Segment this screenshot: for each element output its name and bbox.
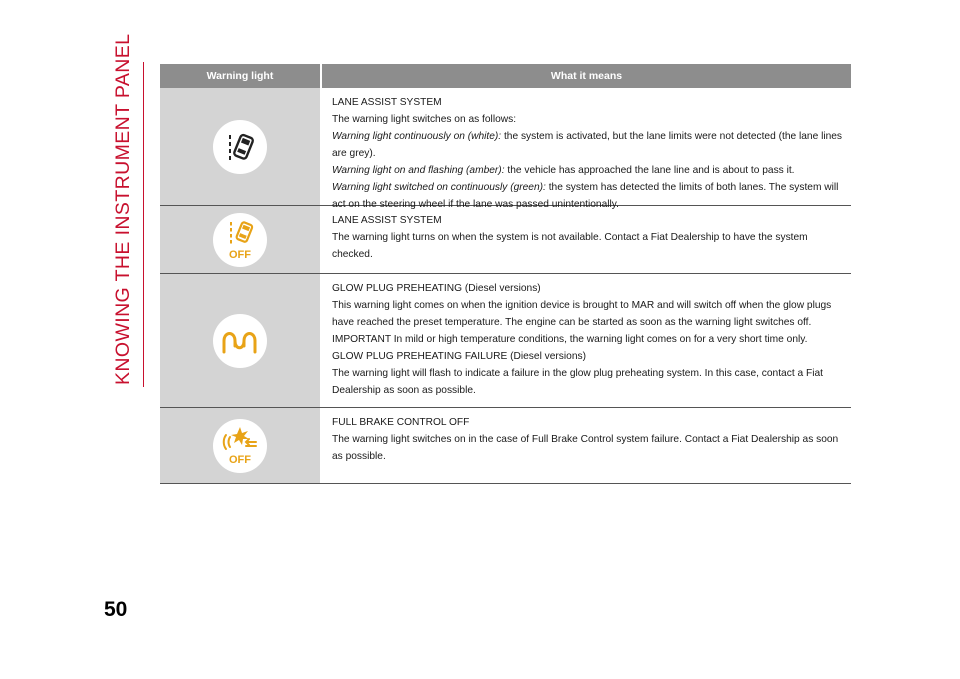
meaning-cell xyxy=(320,206,851,273)
icon-cell xyxy=(160,206,320,273)
off-label: OFF xyxy=(229,248,251,261)
off-label: OFF xyxy=(229,453,251,466)
text-line: The warning light switches on in the case of Full Brake Control system failure. Contact a Fiat Dealership as soon as possible. xyxy=(332,434,839,462)
section-title: KNOWING THE INSTRUMENT PANEL xyxy=(112,33,134,385)
meaning-cell xyxy=(320,274,851,407)
warning-light-table xyxy=(160,64,851,484)
italic-lead: Warning light continuously on (white): xyxy=(332,131,502,142)
icon-cell xyxy=(160,408,320,483)
table-header xyxy=(160,64,851,88)
text-rest: the system has detected the limits of both lanes. The system will act on the steering wheel if the lane was passed unintentionally. xyxy=(332,182,839,210)
row-title: LANE ASSIST SYSTEM xyxy=(332,97,442,108)
table-row xyxy=(160,408,851,484)
text-line: The warning light turns on when the system is not available. Contact a Fiat Dealership to have the system checked. xyxy=(332,232,808,260)
text-line: The warning light will flash to indicate a failure in the glow plug preheating system. In this case, contact a Fiat Dealership as soon as possible. xyxy=(332,368,823,396)
row-title: FULL BRAKE CONTROL OFF xyxy=(332,417,470,428)
text-rest: the system is activated, but the lane limits were not detected (the lane lines are grey). xyxy=(332,131,843,159)
text-rest: the vehicle has approached the lane line and is about to pass it. xyxy=(504,165,795,176)
header-warning-light: Warning light xyxy=(206,70,274,82)
text-line xyxy=(332,128,845,162)
glow-plug-icon xyxy=(213,314,267,368)
table-row xyxy=(160,274,851,408)
row-title: LANE ASSIST SYSTEM xyxy=(332,215,442,226)
icon-cell xyxy=(160,88,320,205)
italic-lead: Warning light switched on continuously (green): xyxy=(332,182,546,193)
text-line: The warning light switches on as follows: xyxy=(332,114,517,125)
row-title: GLOW PLUG PREHEATING FAILURE (Diesel versions) xyxy=(332,351,586,362)
row-title: GLOW PLUG PREHEATING (Diesel versions) xyxy=(332,283,541,294)
meaning-cell xyxy=(320,88,851,210)
icon-cell xyxy=(160,274,320,407)
text-line: This warning light comes on when the ignition device is brought to MAR and will switch off when the glow plugs have reached the preset temperature. The engine can be started as soon as the warning light switches off. xyxy=(332,300,832,328)
text-line xyxy=(332,162,845,179)
lane-assist-icon xyxy=(213,120,267,174)
table-row xyxy=(160,206,851,274)
full-brake-control-off-icon xyxy=(213,419,267,473)
meaning-cell xyxy=(320,408,851,483)
page-number: 50 xyxy=(104,598,128,621)
text-line: IMPORTANT In mild or high temperature conditions, the warning light comes on for a very short time only. xyxy=(332,334,808,345)
header-meaning: What it means xyxy=(550,70,623,82)
italic-lead: Warning light on and flashing (amber): xyxy=(332,165,505,176)
table-row xyxy=(160,88,851,210)
section-rule xyxy=(143,62,144,387)
lane-assist-off-icon xyxy=(213,213,267,267)
